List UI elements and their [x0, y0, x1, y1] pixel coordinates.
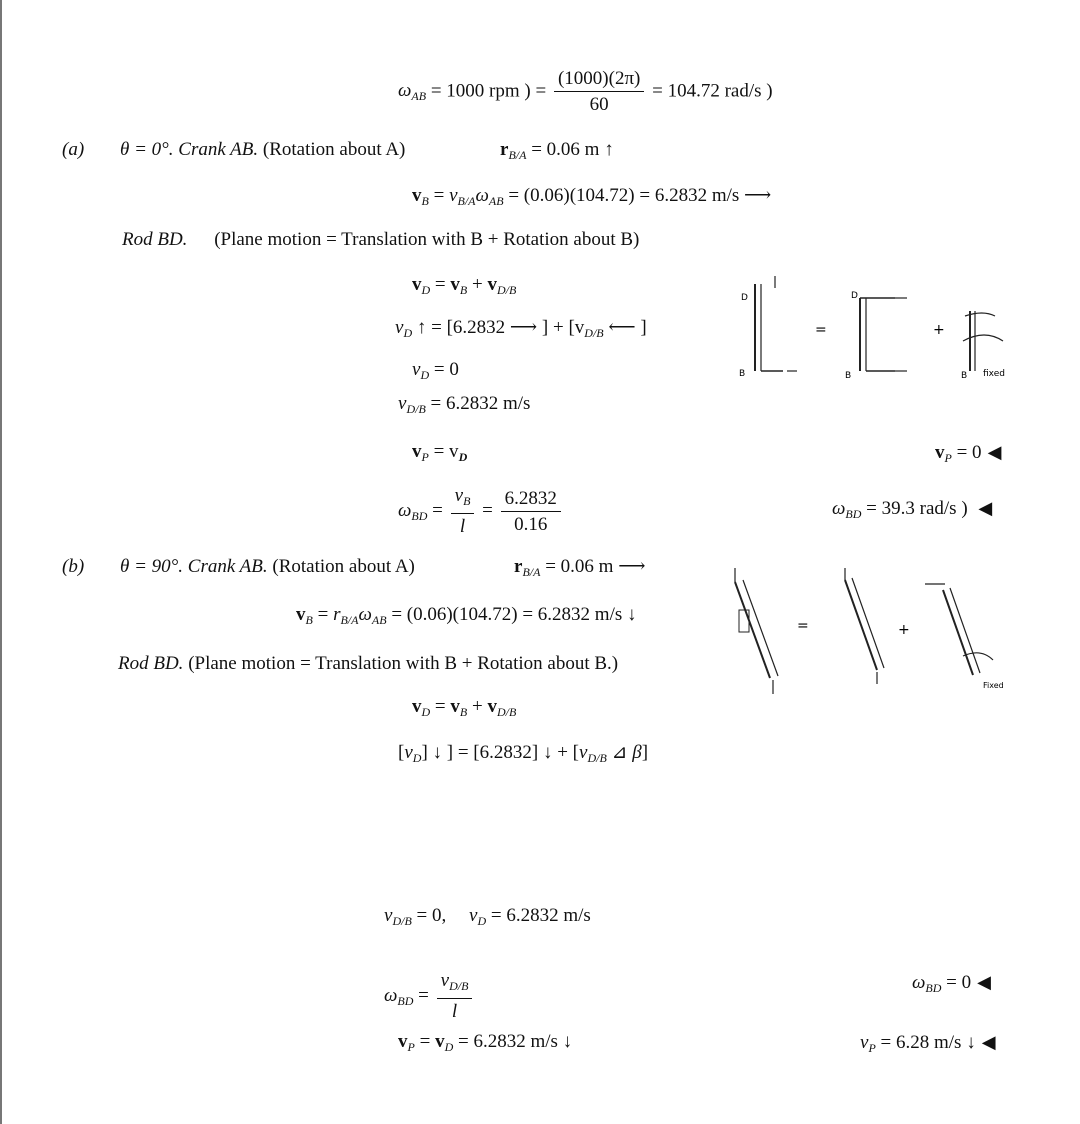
figure-b-rod-2	[845, 568, 884, 684]
part-b-r-ba: $r_{B/A} = 0.06$ m ⟶	[514, 556, 646, 579]
figure-a-label-d1: D	[741, 293, 748, 303]
page-left-border	[0, 0, 2, 1124]
part-a-rod-line: Rod BD. (Plane motion = Translation with B + Rotation about B)	[122, 229, 640, 250]
figure-a-rod-3	[961, 311, 1005, 381]
part-a-vp: $v_P = v_D$	[412, 441, 468, 464]
part-a-vb: $v_B = v_{B/A}\omega_{AB} = (0.06)(104.72) = 6.2832$ m/s ⟶	[412, 185, 772, 208]
figure-a-equals: =	[815, 322, 827, 338]
part-b-vd-eq: $v_D = v_B + v_{D/B}$	[412, 696, 517, 719]
part-b-bracket-eq: $[v_D]$ ↓ ] = [6.2832] ↓ + [$v_{D/B}$ ⊿ β]	[398, 742, 649, 765]
figure-a-plus: +	[933, 322, 945, 338]
part-b-omega-bd: $\omega_{BD}$ = $\frac{v_{D/B}}{l}$	[384, 970, 475, 1023]
part-a-r-ba: $r_{B/A} = 0.06$ m ↑	[500, 139, 614, 162]
part-b-answer-omega: $\omega_{BD} = 0$ ◀	[912, 972, 991, 995]
figure-a-rod-2	[845, 291, 907, 381]
part-a-vd-vector: $v_D$ ↑ = [6.2832 ⟶ ] + [$v_{D/B}$ ⟵ ]	[395, 317, 647, 340]
figure-a-rod-1	[739, 276, 797, 379]
part-b-rod-line: Rod BD. (Plane motion = Translation with B + Rotation about B.)	[118, 653, 619, 674]
part-a-omega-bd: $\omega_{BD}$ = $\frac{v_B}{l}$ = $\frac{6.2832}{0.16}$	[398, 485, 564, 538]
figure-a-label-d2: D	[851, 291, 858, 301]
part-b-vb: $v_B = r_{B/A}\omega_{AB} = (0.06)(104.72) = 6.2832$ m/s ↓	[296, 604, 637, 627]
header-fraction: $\frac{(1000)(2\pi)}{60}$	[554, 68, 644, 116]
part-b-vp: $v_P = v_D = 6.2832$ m/s ↓	[398, 1031, 573, 1054]
part-b-answer-vp: $v_P = 6.28$ m/s ↓ ◀	[860, 1032, 996, 1055]
part-a-label: (a)	[62, 139, 85, 160]
figure-a-label-b3: B	[961, 371, 968, 381]
figure-b-rod-1	[735, 568, 778, 694]
figure-a-label-b1: B	[739, 369, 746, 379]
figure-a-label-fixed: fixed	[983, 369, 1005, 379]
part-a-vdb: $v_{D/B} = 6.2832$ m/s	[398, 393, 531, 416]
part-a-heading: θ = 0°. Crank AB. (Rotation about A)	[120, 139, 406, 160]
part-b-heading: θ = 90°. Crank AB. (Rotation about A)	[120, 556, 415, 577]
part-a-answer-omega: $\omega_{BD} = 39.3$ rad/s ) ◀	[832, 498, 993, 521]
part-a-vd-zero: $v_D = 0$	[412, 359, 459, 382]
figure-b-sketch	[705, 560, 1025, 710]
figure-b-rod-3	[925, 584, 1004, 690]
figure-b-equals: =	[797, 618, 809, 634]
part-a-vd-eq: $v_D = v_B + v_{D/B}$	[412, 274, 517, 297]
part-b-vdb-zero: $v_{D/B} = 0$, $v_D = 6.2832$ m/s	[384, 905, 591, 928]
figure-b-label-fixed: Fixed	[983, 681, 1004, 690]
part-a-answer-vp: $v_P = 0$ ◀	[935, 442, 1002, 465]
figure-a-sketch	[735, 276, 1035, 386]
header-equation: $\omega_{AB} = 1000$ rpm ) = $\frac{(1000)(2\pi)}{60}$ = 104.72 rad/s )	[398, 68, 773, 115]
figure-b-plus: +	[898, 622, 910, 638]
figure-a-label-b2: B	[845, 371, 852, 381]
part-b-label: (b)	[62, 556, 85, 577]
